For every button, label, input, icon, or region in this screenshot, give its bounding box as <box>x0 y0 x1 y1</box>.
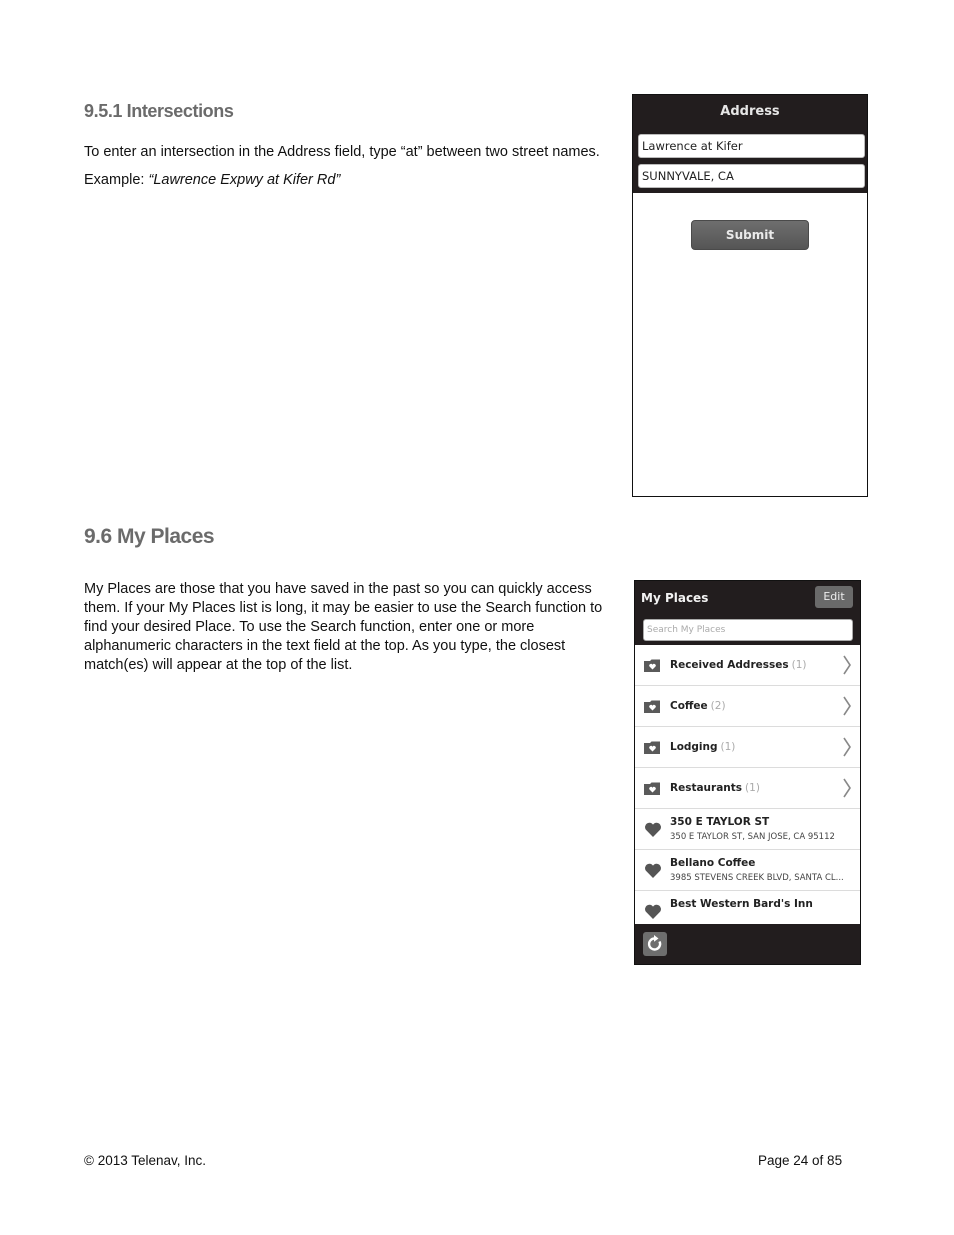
place-name: 350 E TAYLOR ST <box>670 816 770 828</box>
chevron-right-icon <box>843 737 851 757</box>
folder-label: Coffee (2) <box>670 700 726 712</box>
chevron-right-icon <box>843 655 851 675</box>
folder-label: Lodging (1) <box>670 741 736 753</box>
section-heading-my-places: 9.6 My Places <box>84 525 215 548</box>
example-label: Example: <box>84 172 149 188</box>
footer-copyright: © 2013 Telenav, Inc. <box>84 1153 207 1168</box>
folder-label: Restaurants (1) <box>670 782 760 794</box>
place-address: 350 E TAYLOR ST, SAN JOSE, CA 95112 <box>670 832 835 842</box>
my-places-screen <box>634 580 861 965</box>
submit-button[interactable]: Submit <box>691 220 809 250</box>
folder-heart-icon <box>644 782 661 795</box>
place-row-bellano-coffee[interactable] <box>635 850 860 891</box>
folder-row-restaurants[interactable] <box>635 768 860 809</box>
heart-icon <box>644 822 662 838</box>
place-address: 3985 STEVENS CREEK BLVD, SANTA CL... <box>670 873 844 883</box>
folder-count: (1) <box>791 659 807 671</box>
folder-label: Received Addresses (1) <box>670 659 807 671</box>
heart-icon <box>644 863 662 879</box>
city-field[interactable]: SUNNYVALE, CA <box>638 164 865 188</box>
intersections-example <box>84 172 340 188</box>
place-row-350-e-taylor[interactable] <box>635 809 860 850</box>
my-places-footer-bar <box>635 924 860 964</box>
intersections-paragraph: To enter an intersection in the Address field, type “at” between two street names. <box>84 144 600 160</box>
search-input[interactable]: Search My Places <box>643 619 853 641</box>
folder-heart-icon <box>644 741 661 754</box>
my-places-paragraph: My Places are those that you have saved in the past so you can quickly access them. If your My Places list is long, it may be easier to use the Search function to find your desired Place. To use the Search function, enter one or more alphanumeric characters in the text field at the top. As you type, the closest match(es) will appear at the top of the list. <box>84 581 603 673</box>
refresh-icon <box>643 932 667 956</box>
chevron-right-icon <box>843 778 851 798</box>
folder-heart-icon <box>644 700 661 713</box>
folder-count: (1) <box>745 782 760 794</box>
folder-count: (1) <box>720 741 736 753</box>
place-row-best-western[interactable] <box>635 891 860 924</box>
my-places-title: My Places <box>641 591 709 605</box>
heart-icon <box>644 904 662 920</box>
section-heading-intersections: 9.5.1 Intersections <box>84 101 234 121</box>
folder-row-received-addresses[interactable] <box>635 645 860 686</box>
place-name: Best Western Bard's Inn <box>670 898 813 910</box>
places-list <box>635 645 860 924</box>
refresh-button[interactable] <box>643 932 667 956</box>
folder-row-coffee[interactable] <box>635 686 860 727</box>
example-value: “Lawrence Expwy at Kifer Rd” <box>148 172 341 188</box>
folder-count: (2) <box>710 700 726 712</box>
edit-button[interactable]: Edit <box>815 586 853 608</box>
address-title: Address <box>720 104 780 119</box>
my-places-header <box>635 581 860 645</box>
address-header <box>633 95 867 193</box>
address-field[interactable]: Lawrence at Kifer <box>638 134 865 158</box>
folder-row-lodging[interactable] <box>635 727 860 768</box>
place-name: Bellano Coffee <box>670 857 756 869</box>
footer-page-number: Page 24 of 85 <box>758 1153 843 1168</box>
chevron-right-icon <box>843 696 851 716</box>
address-screen <box>632 94 868 497</box>
folder-heart-icon <box>644 659 661 672</box>
